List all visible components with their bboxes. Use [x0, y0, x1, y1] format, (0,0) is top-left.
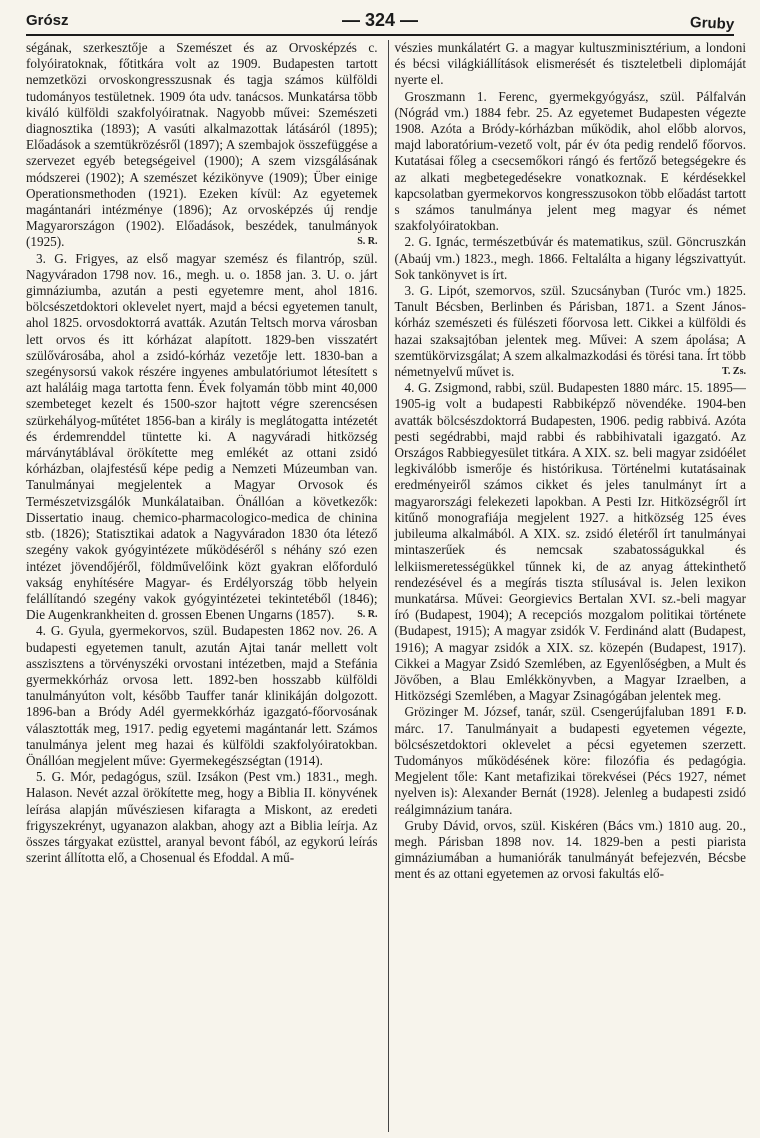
author-signature: T. Zs. — [722, 366, 746, 378]
entry-paragraph: 5. G. Mór, pedagógus, szül. Izsákon (Pest vm.) 1831., megh. Halason. Nevét azzal örökítette meg, hogy a Biblia II. könyvének leírása alapján művésziesen kifaragta a Miskont, az eredeti frigyszekrényt, ugyanazon alakban, ahogy azt a Biblia leírja. Az összes tárgyakat ezüsttel, aranyal bevont fából, az egykorú leírás szerint állította elő, a Chosenual és Efoddal. A mű- — [26, 769, 378, 866]
author-signature: F. D. — [726, 706, 746, 718]
entry-paragraph: Grözinger M. József, tanár, szül. Csengerújfaluban 1891 márc. 17. Tanulmányait a budapesti egyetemen végezte, bölcsészetdoktori oklevelet a pécsi egyetemen szerzett. Tudományos működésének köre: filozófia és pedagógia. Megjelent tőle: Kant metafizikai törekvései (Pécs 1927, német nyelven is): Alexander Bernát (1928). Jelenleg a budapesti zsidó reálgimnázium tanára. — [394, 704, 746, 817]
right-column — [388, 40, 747, 1132]
entry-paragraph: 4. G. Zsigmond, rabbi, szül. Budapesten 1880 márc. 15. 1895—1905-ig volt a budapesti Rabbiképző növendéke. 1904-ben avatták bölcsészdoktorrá Budapesten, 1906. pedig rabbivá. Azóta pesti segédrabbi, majd rabbi és rabbihivatali igazgató. Az Országos Rabbiegyesület titkára. A XIX. sz. beli magyar zsidóélet legkiválóbb ismerője és histórikusa. Történelmi kutatásainak eredményeiről számos cikket és jeles tanulmányt írt a magyarországi felekezeti lapokban. A Pesti Izr. Hitközségről írt kitűnő monografiája megjelent 1927. a hitközség 125 éves jubileuma alkalmából. A XIX. sz. zsidó életéről írt tanulmányai mintaszerűek és nemcsak szabatosságukkal és lelkiismeretességükkel tűnnek ki, de az anyag áttekinthető rendezésével és a megírás tiszta stílusával is. Jelen lexikon munkatársa. Művei: Georgievics Bertalan XVI. sz.-beli magyar író (Budapest, 1904); A recepciós mozgalom politikai története (Budapest, 1915); A magyar zsidók V. Ferdinánd alatt (Budapest, 1916); A magyar zsidók a XIX. sz. közepén (Budapest, 1917). Cikkei a Magyar Zsidó Szemlében, az Egyenlőségben, a Mult és Jövőben, a Blau Emlékkönyvben, a Magyar Izraelben, a Hitközségi Szemlében, a Magyar Zsinagógában jelentek meg. F. D. — [395, 380, 747, 704]
header-left-catchword: Grósz — [26, 12, 69, 29]
paragraph: ségának, szerkesztője a Szemészet és az Orvosképzés c. folyóiratoknak, főtitkára volt az 1909. Budapesten tartott nemzetközi orvoskongresszusnak és tagja számos külföldi tudományos testületnek. 1909 óta udv. tanácsos. Munkatársa több kiváló külföldi szakfolyóiratnak. Nagyobb művei: Szemészeti diagnosztika (1893); A vasúti alkalmazottak látásáról (1895); Előadások a szemtükrözésről (1897); A szembajok összefüggése a szervezet egyéb betegségeivel (1900); A szem vizsgálásának módszerei (1902); A szemészet kézikönyve (1909); Über einige Operationsmethoden (1921). Ezeken kívül: Az egyetemek magántanári intézménye (1896); Az orvosképzés új rendje Magyarországon (1902). Előadások, beszédek, tanulmányok (1925). S. R. — [26, 40, 378, 250]
page-header — [26, 6, 734, 36]
author-signature: S. R. — [357, 609, 378, 621]
entry-paragraph: 2. G. Ignác, természetbúvár és matematikus, szül. Göncruszkán (Abaúj vm.) 1823., megh. 1866. Feltalálta a higany légszivattyút. Sok tankönyvet is írt. — [394, 234, 746, 282]
text-columns — [26, 40, 746, 1132]
entry-paragraph: Gruby Dávid, orvos, szül. Kiskéren (Bács vm.) 1810 aug. 20., megh. Párisban 1898 nov. 14. 1829-ben a pesti piarista gimnáziumában a humaniórák tanulmányát befejezvén, Bécsbe ment és az ottani egyetemen az orvosi fakultás elő- — [394, 817, 746, 882]
header-right-catchword: Gruby — [689, 13, 735, 34]
left-column — [26, 40, 378, 1132]
paragraph: vészies munkálatért G. a magyar kultuszminisztérium, a londoni és bécsi világkiállítások elismerését és tiszteletbeli diplomáját nyerte el. — [394, 40, 746, 88]
entry-paragraph: Groszmann 1. Ferenc, gyermekgyógyász, szül. Pálfalván (Nógrád vm.) 1884 febr. 25. Az egyetemet Budapesten végezte 1908. Azóta a Bródy-kórházban működik, ahol előbb alorvos, majd laboratórium-vezető volt, pár év óta pedig rendelő főorvos. Kutatásai főleg a csecsemőkori rángó és fertőző betegségekre és az alkati megbetegedésekre vonatkoznak. E kérdésekkel kapcsolatban gyermekorvos kongresszusokon több előadást tartott s számos tanulmánya jelent meg magyar és német szakfolyóiratokban. — [394, 88, 746, 234]
entry-paragraph: 3. G. Lipót, szemorvos, szül. Szucsányban (Turóc vm.) 1825. Tanult Bécsben, Berlinben és Párisban, 1871. a Szent János-kórház szemészeti és fülészeti főorvosa lett. Cikkei a külföldi és hazai szaksajtóban jelentek meg. Művei: A szem ápolása; A szemtükörvizsgálat; A szem alkalmazkodási és törési tana. Írt több németnyelvű művet is. T. Zs. — [394, 283, 746, 380]
page-number: — 324 — — [341, 10, 419, 30]
entry-paragraph: 3. G. Frigyes, az első magyar szemész és filantróp, szül. Nagyváradon 1798 nov. 16., megh. u. o. 1858 jan. 3. U. o. járt gimnáziumba, azután a pesti egyetemre ment, ahol 1816. bölcsészetdoktori oklevelet nyert, majd a bécsi egyetemen tanult, ahol 1825. orvosdoktorrá avatták. Azután Teltsch morva városban lett orvos és itt kórházat alapított. 1829-ben visszatért szülővárosába, ahol a zsidó-kórház vezetője lett. 1830-ban a szegénysorsú vakok részére ingyenes ambulatóriumot létesített s azt haláláig maga tartotta fenn. Évek folyamán több mint 40,000 szembeteget kezelt és 1500-szor hajtott végre szerencsésen szürkehályog-műtétet 1856-ban a király is meglátogatta intézetét és érdemrenddel tüntette ki. A nagyváradi hitközség márványtáblával örökítette meg emlékét az ottani zsidó kórházban, olajfestésű képe pedig a Nemzeti Múzeumban van. Tanulmányai megjelentek a Magyar Orvosok és Természetvizsgálók Munkálataiban. Önállóan a következők: Dissertatio inaug. chemico-pharmacologico-medica de chinina stb. (1826); Statisztikai adatok a Nagyváradon 1830 óta létező szegény vakok gyógyintézete működéséről s néhány szó ezen intézet jövendőjéről, földművelőink közt gyakran előforduló vakság enyhítésére Magyar- és Erdélyország több helyein felállítandó szegény vakok gyógyintézetei tekintetéből (1846); Die Augenkrankheiten d. grossen Ebenen Ungarns (1857). S. R. — [26, 250, 378, 623]
author-signature: S. R. — [357, 236, 378, 248]
entry-paragraph: 4. G. Gyula, gyermekorvos, szül. Budapesten 1862 nov. 26. A budapesti egyetemen tanult, azután Ajtai tanár mellett volt asszisztens a törvényszéki orvostani intézetben, majd a Stefánia gyermekkórház orvosa lett. 1892-ben hosszabb külföldi tanulmányúton volt, később Tauffer tanár klinikáján dolgozott. 1896-ban a Bródy Adél gyermekkórház igazgató-főorvosának választották meg, 1917. pedig egyetemi magántanár lett. Számos tanulmánya jelent meg hazai és külföldi szakfolyóiratokban. Önállóan megjelent műve: Gyermekegészségtan (1914). — [26, 623, 378, 768]
